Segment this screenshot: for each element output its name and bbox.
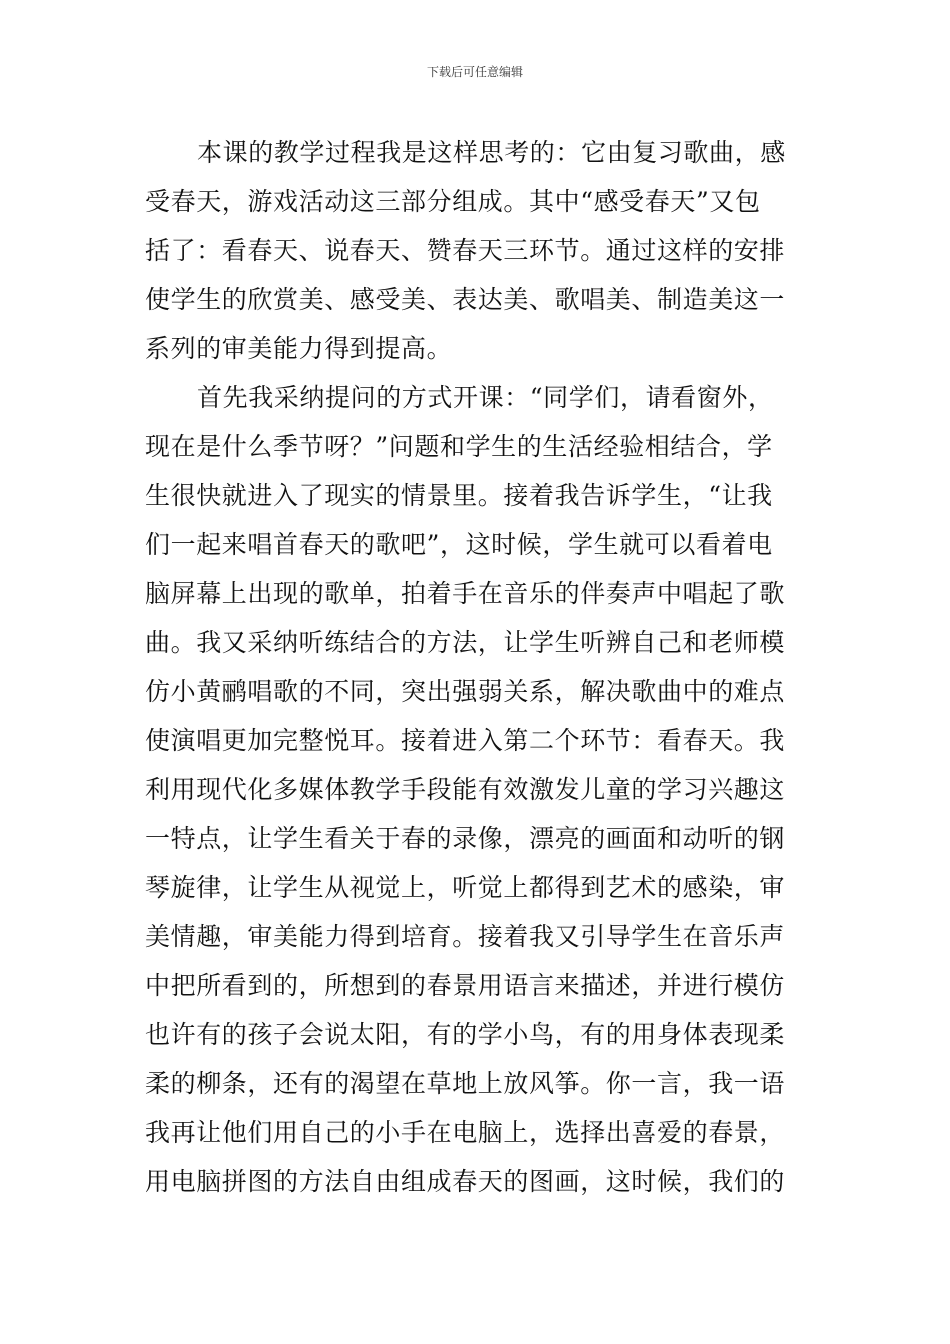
paragraph-line: 受春天，游戏活动这三部分组成。其中“感受春天”又包 — [145, 187, 761, 216]
paragraph-line: 脑屏幕上出现的歌单，拍着手在音乐的伴奏声中唱起了歌 — [145, 579, 786, 608]
paragraph-line: 柔的柳条，还有的渴望在草地上放风筝。你一言，我一语 — [145, 1069, 786, 1098]
paragraph-line: 使演唱更加完整悦耳。接着进入第二个环节：看春天。我 — [145, 726, 786, 755]
paragraph-line: 本课的教学过程我是这样思考的：它由复习歌曲，感 — [197, 138, 786, 167]
paragraph-line: 使学生的欣赏美、感受美、表达美、歌唱美、制造美这一 — [145, 285, 786, 314]
paragraph-line: 美情趣，审美能力得到培育。接着我又引导学生在音乐声 — [145, 922, 786, 951]
paragraph-line: 用电脑拼图的方法自由组成春天的图画，这时候，我们的 — [145, 1167, 786, 1196]
paragraph-line: 括了：看春天、说春天、赞春天三环节。通过这样的安排 — [145, 236, 786, 265]
paragraph-line: 生很快就进入了现实的情景里。接着我告诉学生，“让我 — [145, 481, 773, 510]
paragraph-line: 一特点，让学生看关于春的录像，漂亮的画面和动听的钢 — [145, 824, 786, 853]
paragraph-line: 系列的审美能力得到提高。 — [145, 334, 453, 363]
paragraph-line: 首先我采纳提问的方式开课：“同学们，请看窗外， — [197, 383, 774, 412]
page-header: 下载后可任意编辑 — [426, 65, 523, 79]
paragraph-line: 我再让他们用自己的小手在电脑上，选择出喜爱的春景， — [145, 1118, 786, 1147]
paragraph-line: 们一起来唱首春天的歌吧”，这时候，学生就可以看着电 — [145, 530, 773, 559]
paragraph-line: 仿小黄鹂唱歌的不同，突出强弱关系，解决歌曲中的难点 — [145, 677, 786, 706]
document-body — [145, 128, 810, 1206]
paragraph-line: 琴旋律，让学生从视觉上，听觉上都得到艺术的感染，审 — [145, 873, 786, 902]
paragraph-line: 中把所看到的，所想到的春景用语言来描述，并进行模仿 — [145, 971, 786, 1000]
paragraph-line: 现在是什么季节呀？”问题和学生的生活经验相结合，学 — [145, 432, 773, 461]
paragraph-line: 曲。我又采纳听练结合的方法，让学生听辨自己和老师模 — [145, 628, 786, 657]
paragraph-line: 也许有的孩子会说太阳，有的学小鸟，有的用身体表现柔 — [145, 1020, 786, 1049]
paragraph-line: 利用现代化多媒体教学手段能有效激发儿童的学习兴趣这 — [145, 775, 786, 804]
